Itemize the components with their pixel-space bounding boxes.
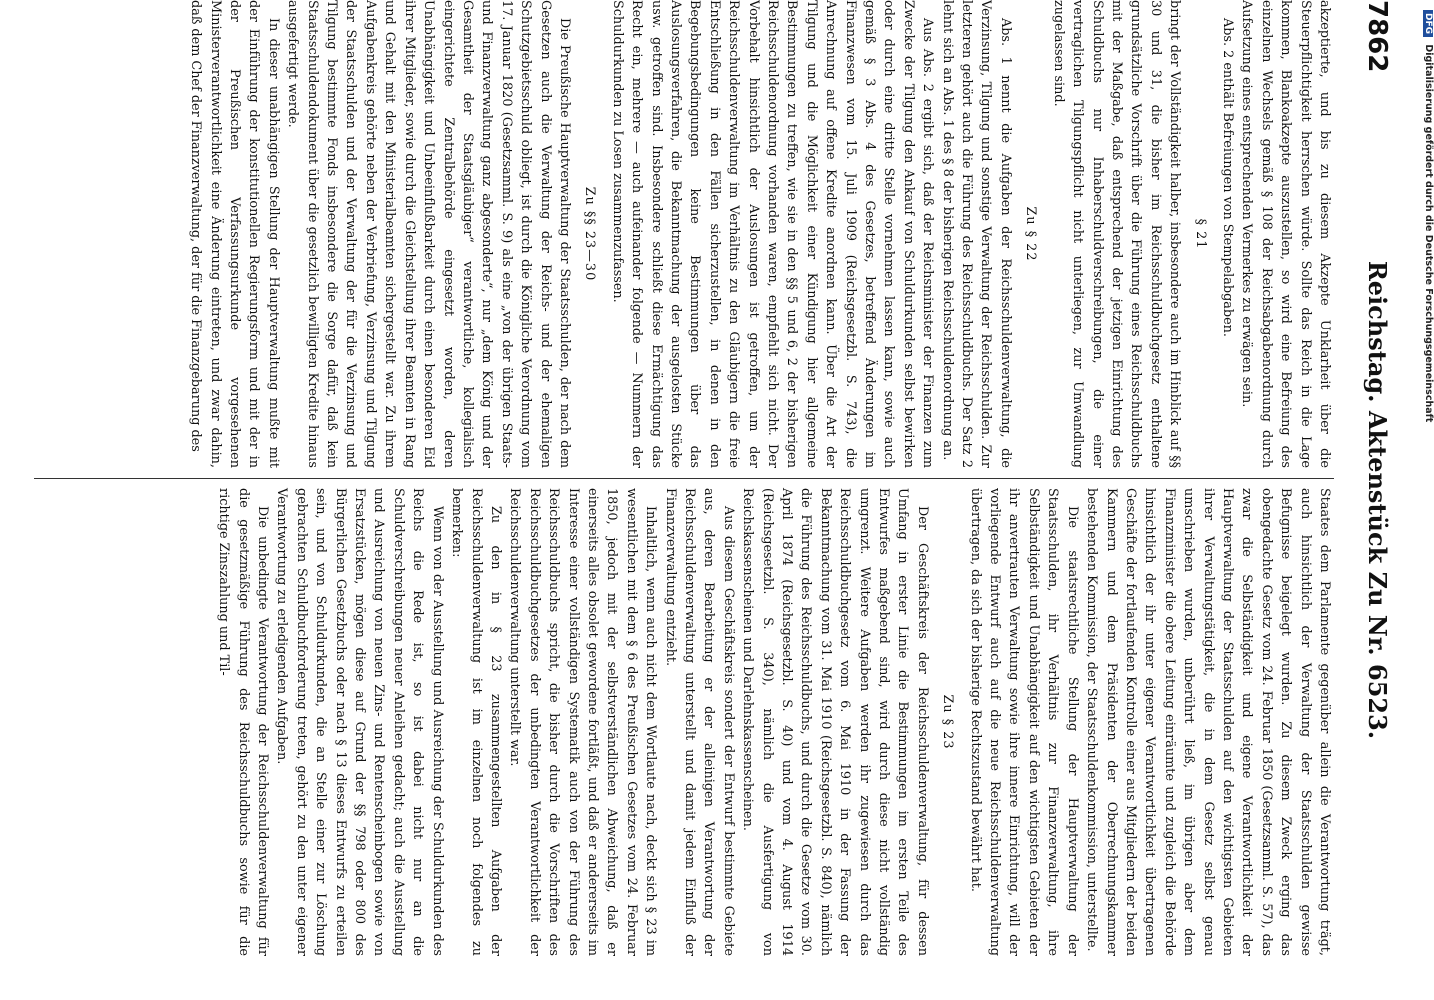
paragraph: Abs. 2 enthält Befreiungen von Stempelabgaben.	[1219, 18, 1235, 337]
paragraph: Aus Abs. 2 ergibt sich, daß der Reichsminister der Finanzen zum Zwecke der Tilgung den Ankauf von Schuldurkunden selbst bewirken oder durch eine dritte Stelle vornehmen lassen kann, sowie auch gemäß § 3 Abs. 4 des Gesetzes, betreffend Änderungen im Finanzwesen vom 15. Juli 1909 (Reichsgesetzbl. S. 743), die Anrechnung auf offene Kredite anordnen kann. Über die Art der Tilgung und die Möglichkeit einer Kündigung hier allgemeine Bestimmungen zu treffen, wie sie in den §§ 5 und 6, 2 der bisherigen Reichsschuldenordnung vorhanden waren, empfiehlt sich nicht. Der Vorbehalt hinsichtlich der Auslosungen ist getroffen, um der Reichsschuldenverwaltung im Verhältnis zu den Gläubigern die freie Entschließung in den Fällen sicherzustellen, in denen in den Begebungsbedingungen keine Bestimmungen über das Auslosungsverfahren, die Bekanntmachung der ausgelosten Stücke usw. getroffen sind. Insbesondere schließt diese Ermächtigung das Recht ein, mehrere — auch aufeinander folgende — Nummern der Schuldurkunden zu Losen zusammenzufassen.	[609, 0, 936, 468]
paragraph: Aus diesem Geschäftskreis sondert der Entwurf bestimmte Gebiete aus, deren Bearbeitung er der alleinigen Verantwortung der Reichsschuldenverwaltung unterstellt und damit jedem Einfluß der Finanzverwaltung entzieht.	[662, 488, 736, 956]
page-header	[1340, 0, 1400, 1000]
column-divider	[34, 478, 1334, 479]
dfg-logo: DFG	[1423, 10, 1433, 37]
paragraph: Der Geschäftskreis der Reichsschuldenverwaltung, für dessen Umfang in erster Linie die Bestimmungen im ersten Teile des Entwurfes maßgebend sind, wird durch diese nicht vollständig umgrenzt. Weitere Aufgaben werden ihr zugewiesen durch das Reichsschuldbuchgesetz vom 6. Mai 1910 in der Fassung der Bekanntmachung vom 31. Mai 1910 (Reichsgesetzbl. S. 840), nämlich die Führung des Reichsschuldbuchs, und durch die Gesetze vom 30. April 1874 (Reichsgesetzbl. S. 40) und vom 4. August 1914 (Reichsgesetzbl. S. 340), nämlich die Ausfertigung von Reichskassenscheinen und Darlehnskassenscheinen.	[740, 488, 930, 956]
page-number: 7862	[1362, 0, 1392, 73]
paragraph: Zu den in § 23 zusammengestellten Aufgaben der Reichsschuldenverwaltung ist im einzelnen noch folgendes zu bemerken:	[449, 488, 503, 956]
paragraph: Abs. 1 nennt die Aufgaben der Reichsschuldenverwaltung, die Verzinsung, Tilgung und sonstige Verwaltung der Reichsschulden. Zur letzteren gehört auch die Führung des Reichsschuldbuchs. Der Satz 2 lehnt sich an Abs. 1 des § 8 der bisherigen Reichsschuldenordnung an.	[939, 0, 1013, 468]
running-head: Reichstag. Aktenstück Zu Nr. 6523.	[1363, 260, 1392, 740]
paragraph: Die Preußische Hauptverwaltung der Staatsschulden, der nach dem Gesetzen auch die Verwaltung der Reichs- und der ehemaligen Schutzgebietsschuld obliegt, ist durch die Königliche Verordnung vom 17. Januar 1820 (Gesetzsamml. S. 9) als eine „von der übrigen Staats- und Finanzverwaltung ganz abgesonderte“, nur „dem König und der Gesamtheit der Staatsgläubiger“ verantwortliche, kollegialisch eingerichtete Zentralbehörde eingesetzt worden, deren Unabhängigkeit und Unbeeinflußbarkeit durch einen besonderen Eid ihrer Mitglieder, sowie durch die Gleichstellung ihrer Beamten in Rang und Gehalt mit den Ministerialbeamten sichergestellt war. Zu ihrem Aufgabenkreis gehörte neben der Verbriefung, Verzinsung und Tilgung der Staatsschulden und der Verwaltung der für die Verzinsung und Tilgung bestimmte Fonds insbesondere die Sorge dafür, daß kein Staatsschuldendokument über die gesetzlich bewilligten Kredite hinaus ausgefertigt werde.	[285, 0, 572, 468]
paragraph: Die staatsrechtliche Stellung der Hauptverwaltung der Staatsschulden, ihr Verhältnis zur Finanzverwaltung, ihre Selbständigkeit und Unabhängigkeit auf den wichtigsten Gebieten der ihr anvertrauten Verwaltung sowie ihre innere Einrichtung, will der vorliegende Entwurf auch auf die neue Reichsschuldenverwaltung übertragen, da sich der bisherige Rechtszustand bewährt hat.	[967, 488, 1080, 956]
right-column	[214, 488, 1334, 956]
paragraph: In dieser unabhängigen Stellung der Hauptverwaltung mußte mit der Einführung der konstitutionellen Regierungsform und mit der in der Preußischen Verfassungsurkunde vorgesehenen Ministerverantwortlichkeit eine Änderung eintreten, und zwar dahin, daß dem Chef der Finanzverwaltung, der für die Finanzgebarung des	[188, 0, 281, 468]
paragraph: bringt der Vollständigkeit halber, insbesondere auch im Hinblick auf §§ 30 und 31, die bisher im Reichsschuldbuchgesetz enthaltene grundsätzliche Vorschrift über die Führung eines Reichsschuldbuchs mit der Maßgabe, daß entsprechend der jetzigen Einrichtung des Schuldbuchs nur Inhaberschuldverschreibungen, die einer vertraglichen Tilgungspflicht nicht unterliegen, zur Umwandlung zugelassen sind.	[1050, 0, 1183, 468]
credit-text: Digitalisierung gefördert durch die Deutsche Forschungsgemeinschaft	[1423, 44, 1434, 423]
paragraph: Staates dem Parlamente gegenüber allein die Verantwortung trägt, auch hinsichtlich der Verwaltung der Staatsschulden gewisse Befugnisse beigelegt wurden. Zu diesem Zweck erging das obengedachte Gesetz vom 24. Februar 1850 (Gesetzsamml. S. 57), das zwar die Selbständigkeit und eigene Verantwortlichkeit der Hauptverwaltung der Staatsschulden auf den wichtigsten Gebieten ihrer Verwaltungstätigkeit, die in dem Gesetz selbst genau umschrieben wurden, unberührt ließ, im übrigen aber dem Finanzminister die obere Leitung einräumte und zugleich die Behörde hinsichtlich der ihr unter eigener Verantwortlichkeit übertragenen Geschäfte der fortlaufenden Kontrolle einer aus Mitgliedern der beiden Kammern und dem Präsidenten der Oberrechnungskammer bestehenden Kommission, der Staatsschuldenkommission, unterstellte.	[1084, 488, 1332, 956]
paragraph: Wenn von der Ausstellung und Ausreichung der Schuldurkunden des Reichs die Rede ist, so ist dabei nicht nur an die Schuldverschreibungen neuer Anleihen gedacht; auch die Ausstellung und Ausreichung von neuen Zins- und Rentenscheinbogen sowie von Ersatzstücken, mögen diese auf Grund der §§ 798 oder 800 des Bürgerlichen Gesetzbuchs oder nach § 13 dieses Entwurfs zu erteilen sein, und von Schuldurkunden, die an Stelle einer zur Löschung gebrachten Schuldbuchforderung treten, gehört zu den unter eigener Verantwortung zu erledigenden Aufgaben.	[274, 488, 445, 956]
paragraph: akzeptierte, und bis zu diesem Akzepte Unklarheit über die Steuerpflichtigkeit herrschen würde. Sollte das Reich in die Lage kommen, Blankoakzepte auszustellen, so wird eine Befreiung des einzelnen Wechsels gemäß § 108 der Reichsabgabenordnung durch Aufsetzung eines entsprechenden Vermerkes zu erwägen sein.	[1239, 0, 1332, 468]
section-heading: § 21	[1192, 218, 1208, 250]
left-column	[186, 0, 1334, 468]
paragraph: Inhaltlich, wenn auch nicht dem Wortlaute nach, deckt sich § 23 im wesentlichen mit dem § 6 des Preußischen Gesetzes vom 24. Februar 1850, jedoch mit der selbstverständlichen Abweichung, daß er einerseits alles obsolet gewordene fortläßt, und daß er andererseits im Interesse einer vollständigen Systematik auch von der Führung des Reichsschuldbuchs spricht, die bisher durch die Vorschriften des Reichsschuldbuchgesetzes der unbedingten Verantwortlichkeit der Reichsschuldenverwaltung unterstellt war.	[507, 488, 659, 956]
digitization-credit	[1410, 0, 1434, 1000]
paragraph: Die unbedingte Verantwortung der Reichsschuldenverwaltung für die gesetzmäßige Führung des Reichsschuldbuchs sowie für die richtige Zinszahlung und Til-	[216, 488, 271, 956]
section-heading: Zu §§ 23—30	[582, 186, 598, 282]
section-heading: Zu § 22	[1023, 206, 1039, 262]
section-heading: Zu § 23	[940, 694, 956, 750]
